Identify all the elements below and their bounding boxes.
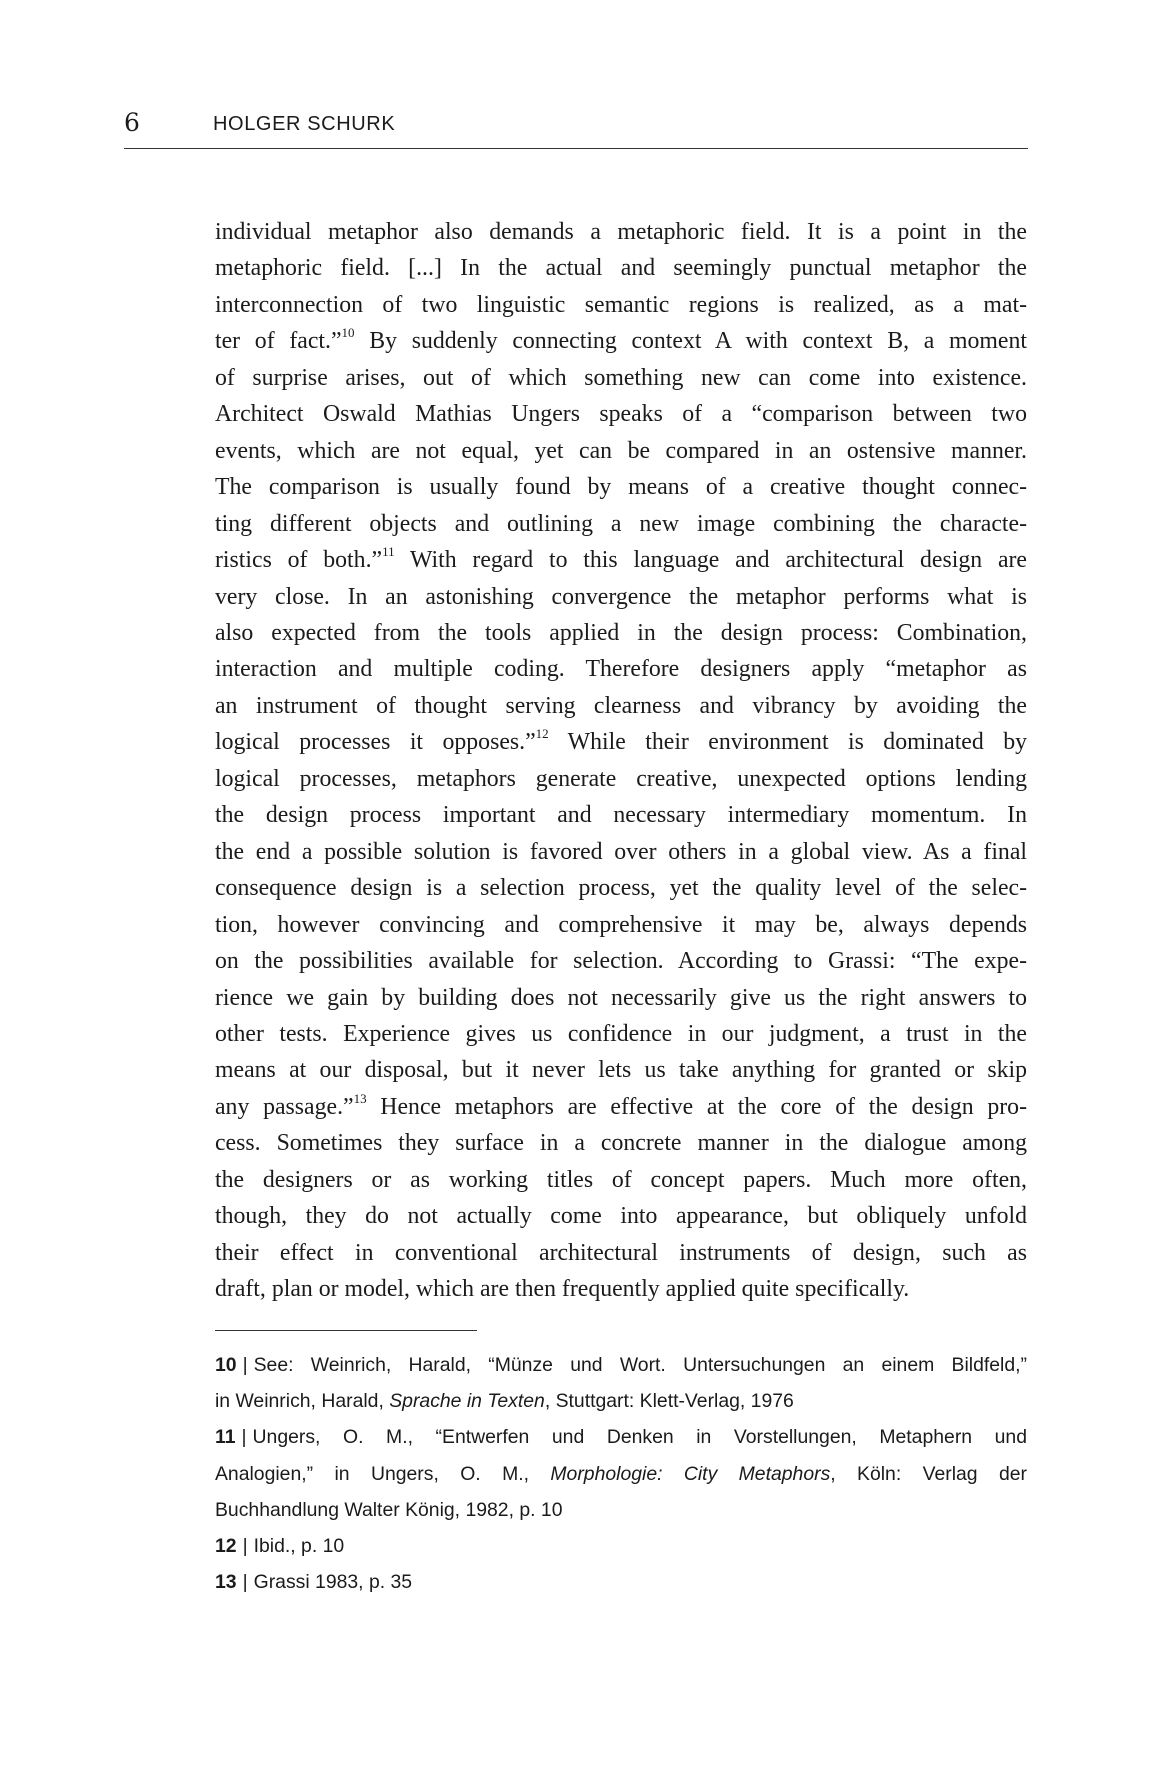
footnote-number: 10 <box>215 1354 237 1376</box>
text-line: the end a possible solution is favored over others in a global view. As a final <box>215 838 1027 865</box>
text-line: individual metaphor also demands a metaphoric field. It is a point in the <box>215 219 1027 245</box>
footnote-11: 11 | Ungers, O. M., “Entwerfen und Denken in Vorstellungen, Metaphern und Analogien,” in Ungers, O. M., Morphologie: City Metaphors, Köln: Verlag der Buchhandlung Walter König, 1982, p. 10 <box>215 1419 1027 1528</box>
footnote-ref-12: 12 <box>535 726 549 742</box>
text-line: logical processes, metaphors generate creative, unexpected options lending <box>215 765 1027 792</box>
footnote-10: 10 | See: Weinrich, Harald, “Münze und Wort. Untersuchungen an einem Bildfeld,” in Weinrich, Harald, Sprache in Texten, Stuttgart: Klett-Verlag, 1976 <box>215 1354 1027 1413</box>
page-number: 6 <box>124 108 140 137</box>
text-line: consequence design is a selection process, yet the quality level of the selec- <box>215 875 1027 902</box>
footnote-divider <box>215 1330 477 1331</box>
text-line: The comparison is usually found by means of a creative thought connec- <box>215 474 1027 501</box>
footnote-book-title: Sprache in Texten <box>389 1390 545 1413</box>
text-line: their effect in conventional architectural instruments of design, such as <box>215 1239 1027 1266</box>
text-line: draft, plan or model, which are then frequently applied quite specifically. <box>215 1276 910 1303</box>
footnote-13: 13 | Grassi 1983, p. 35 <box>215 1571 413 1594</box>
text-line: tion, however convincing and comprehensive it may be, always depends <box>215 911 1027 938</box>
text-line: of surprise arises, out of which something new can come into existence. <box>215 364 1027 391</box>
text-line: metaphoric field. [...] In the actual and seemingly punctual metaphor the <box>215 255 1027 282</box>
text-line: an instrument of thought serving clearness and vibrancy by avoiding the <box>215 692 1027 719</box>
footnote-number: 11 <box>215 1426 236 1449</box>
footnote-ref-11: 11 <box>382 544 395 560</box>
footnotes <box>215 1347 1027 1600</box>
text-line: interaction and multiple coding. Therefore designers apply “metaphor as <box>215 656 1027 683</box>
text-line: the design process important and necessary intermediary momentum. In <box>215 802 1027 829</box>
text-line: any passage.”$^{13}$ Hence metaphors are effective at the core of the design pro- <box>215 1090 1027 1120</box>
text-line: cess. Sometimes they surface in a concrete manner in the dialogue among <box>215 1130 1027 1157</box>
text-line: other tests. Experience gives us confidence in our judgment, a trust in the <box>215 1020 1027 1047</box>
footnote-text: Ungers, O. M., “Entwerfen und Denken in Vorstellungen, Metaphern und <box>252 1426 1027 1449</box>
footnote-number: 13 <box>215 1571 237 1594</box>
body-paragraph <box>215 214 1027 1308</box>
text-line: ting different objects and outlining a new image combining the characte- <box>215 510 1027 537</box>
text-line: ristics of both.”$^{11}$ With regard to this language and architectural design are <box>215 544 1027 574</box>
text-line: rience we gain by building does not necessarily give us the right answers to <box>215 984 1027 1011</box>
text-line: the designers or as working titles of concept papers. Much more often, <box>215 1166 1027 1193</box>
text-line: though, they do not actually come into appearance, but obliquely unfold <box>215 1203 1027 1230</box>
text-line: interconnection of two linguistic semantic regions is realized, as a mat- <box>215 291 1027 318</box>
running-head-author: HOLGER SCHURK <box>213 113 396 135</box>
text-line: Architect Oswald Mathias Ungers speaks of a “comparison between two <box>215 401 1027 428</box>
text-line: ter of fact.”$^{10}$ By suddenly connecting context A with context B, a moment <box>215 325 1027 355</box>
footnote-ref-10: 10 <box>341 325 355 341</box>
footnote-text: Grassi 1983, p. 35 <box>253 1571 413 1594</box>
text-line: logical processes it opposes.”$^{12}$ While their environment is dominated by <box>215 726 1027 756</box>
footnote-book-title: Morphologie: City Metaphors <box>550 1462 831 1485</box>
running-header <box>124 108 1028 149</box>
text-line: means at our disposal, but it never lets us take anything for granted or skip <box>215 1057 1027 1084</box>
footnote-text: See: Weinrich, Harald, “Münze und Wort. Untersuchungen an einem Bildfeld,” <box>253 1354 1027 1376</box>
footnote-number: 12 <box>215 1535 237 1558</box>
footnote-text: Buchhandlung Walter König, 1982, p. 10 <box>215 1498 563 1521</box>
text-line: very close. In an astonishing convergence the metaphor performs what is <box>215 583 1027 610</box>
footnote-ref-13: 13 <box>353 1090 367 1106</box>
footnote-12: 12 | Ibid., p. 10 <box>215 1535 345 1558</box>
text-line: also expected from the tools applied in the design process: Combination, <box>215 619 1027 646</box>
text-line: on the possibilities available for selection. According to Grassi: “The expe- <box>215 948 1027 975</box>
text-line: events, which are not equal, yet can be compared in an ostensive manner. <box>215 437 1027 464</box>
footnote-text: Ibid., p. 10 <box>253 1535 345 1558</box>
